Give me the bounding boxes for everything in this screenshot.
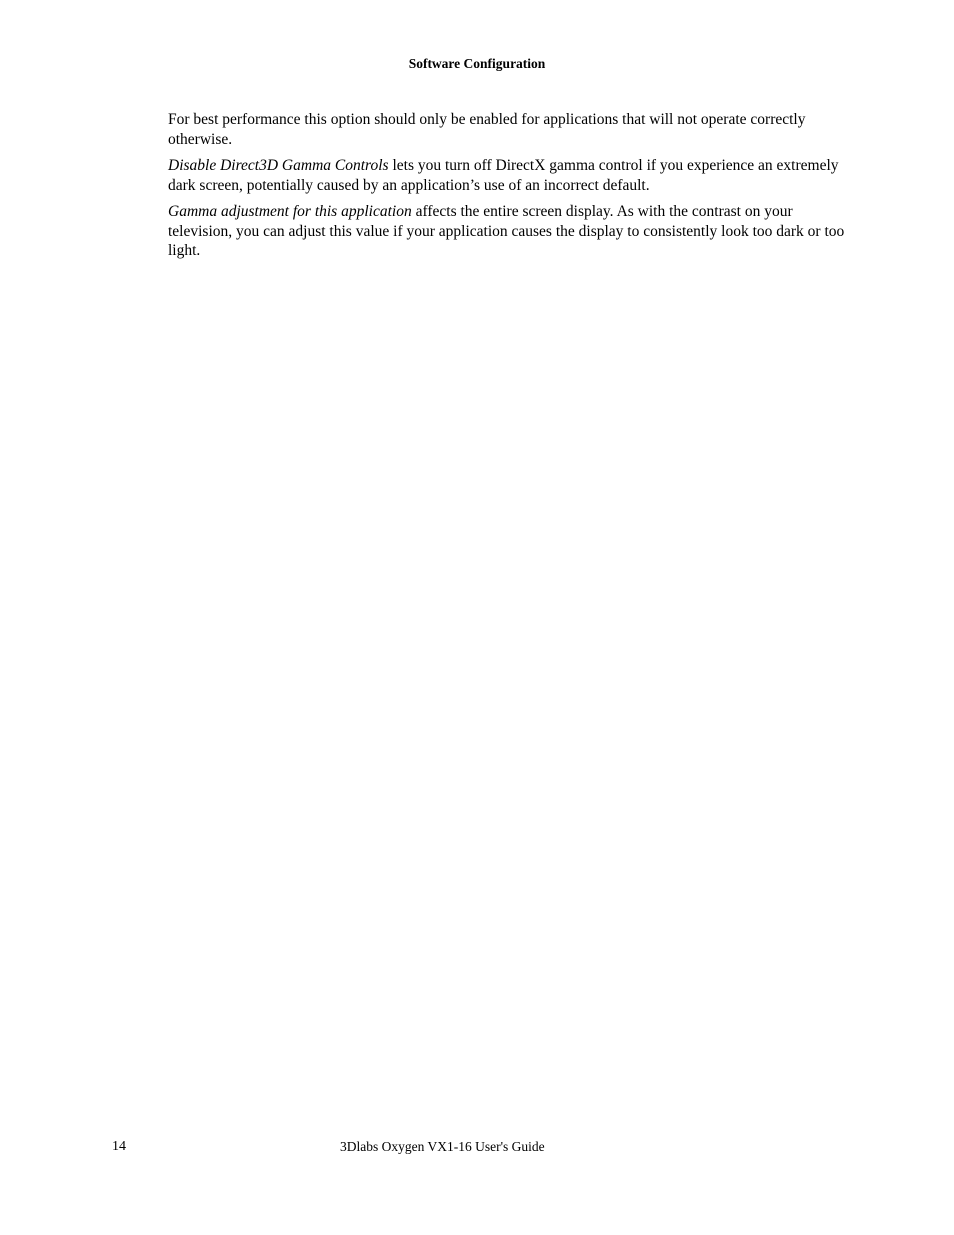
footer-guide-title: 3Dlabs Oxygen VX1-16 User's Guide (340, 1139, 545, 1154)
description-disable-direct3d-gamma: lets you turn off DirectX gamma control if you experience an extremely dark screen, potentially caused by an application’s use of an incorrect default. (168, 157, 839, 194)
paragraph-performance-note: For best performance this option should only be enabled for applications that will not operate correctly otherwise. (168, 111, 806, 148)
body-text (168, 110, 848, 268)
running-header: Software Configuration (408, 56, 546, 71)
term-gamma-adjustment: Gamma adjustment for this application (168, 203, 412, 220)
paragraph-gamma-adjustment (168, 202, 848, 261)
term-disable-direct3d-gamma: Disable Direct3D Gamma Controls (168, 157, 389, 174)
page-number: 14 (112, 1139, 126, 1154)
paragraph-gamma-controls (168, 156, 848, 195)
description-gamma-adjustment: affects the entire screen display. As with the contrast on your television, you can adjust this value if your application causes the display to consistently look too dark or too light. (168, 203, 845, 259)
